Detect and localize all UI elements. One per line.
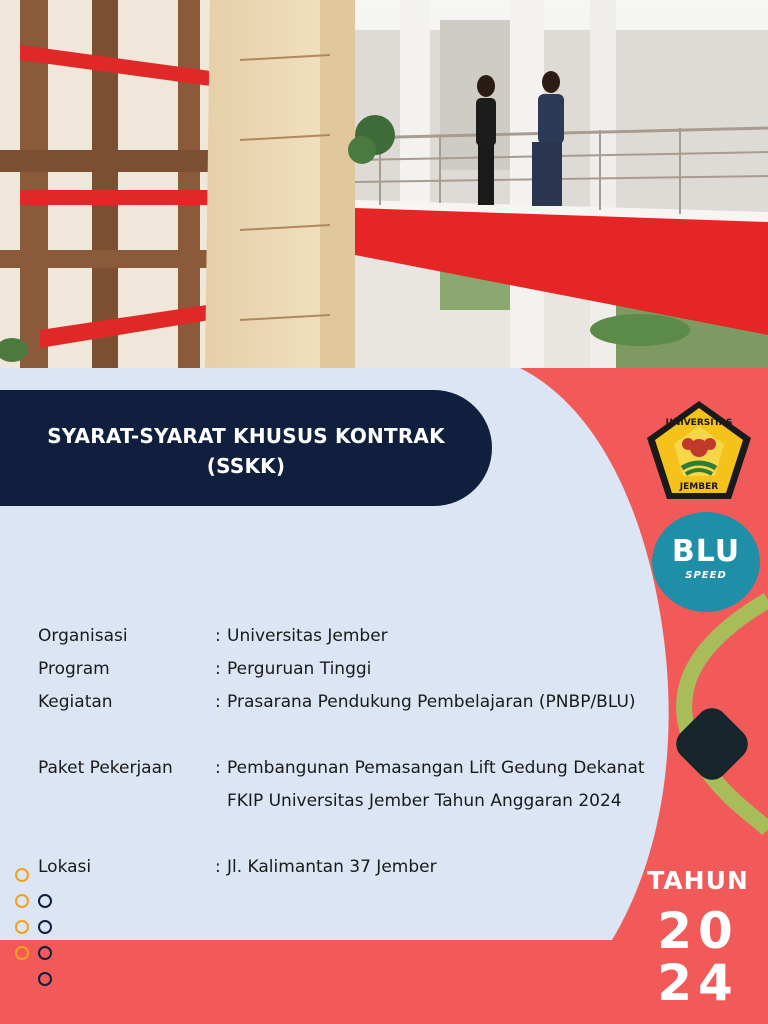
- blu-speed-logo: [652, 512, 760, 612]
- info-separator: :: [215, 626, 221, 646]
- building-interior-image: [0, 0, 768, 368]
- year-bottom-digits: 24: [657, 954, 739, 1012]
- blu-logo-subtext: SPEED: [685, 570, 727, 581]
- info-value: Prasarana Pendukung Pembelajaran (PNBP/BLU): [227, 692, 636, 712]
- logo-text-jember: JEMBER: [679, 482, 719, 492]
- info-separator: :: [215, 659, 221, 679]
- info-value: Pembangunan Pemasangan Lift Gedung Dekanat FKIP Universitas Jember Tahun Anggaran 2024: [227, 758, 645, 811]
- info-separator: :: [215, 857, 221, 877]
- info-value: Jl. Kalimantan 37 Jember: [227, 857, 437, 877]
- info-label: Lokasi: [38, 857, 92, 877]
- year-label: TAHUN: [647, 866, 749, 895]
- dot-navy: [38, 920, 52, 934]
- info-label: Organisasi: [38, 626, 128, 646]
- info-separator: :: [215, 692, 221, 712]
- dot-orange: [15, 868, 29, 882]
- dot-orange: [15, 946, 29, 960]
- info-label: Paket Pekerjaan: [38, 758, 173, 778]
- info-label: Kegiatan: [38, 692, 113, 712]
- dark-diamond-shape: [676, 708, 748, 780]
- blu-logo-text: BLU: [671, 534, 741, 569]
- title-line-1: SYARAT-SYARAT KHUSUS KONTRAK: [47, 424, 445, 448]
- dot-orange: [15, 894, 29, 908]
- dot-orange: [15, 920, 29, 934]
- title-line-2: (SSKK): [206, 454, 286, 478]
- title-banner: [0, 390, 492, 506]
- info-value: Perguruan Tinggi: [227, 659, 372, 679]
- info-label: Program: [38, 659, 110, 679]
- dot-navy: [38, 946, 52, 960]
- info-separator: :: [215, 758, 221, 778]
- year-top-digits: 20: [657, 902, 739, 960]
- dot-navy: [38, 894, 52, 908]
- dot-navy: [38, 972, 52, 986]
- university-jember-logo: [644, 398, 754, 502]
- info-value: Universitas Jember: [227, 626, 388, 646]
- logo-text-universitas: UNIVERSITAS: [665, 418, 733, 428]
- building-photo: [0, 0, 768, 368]
